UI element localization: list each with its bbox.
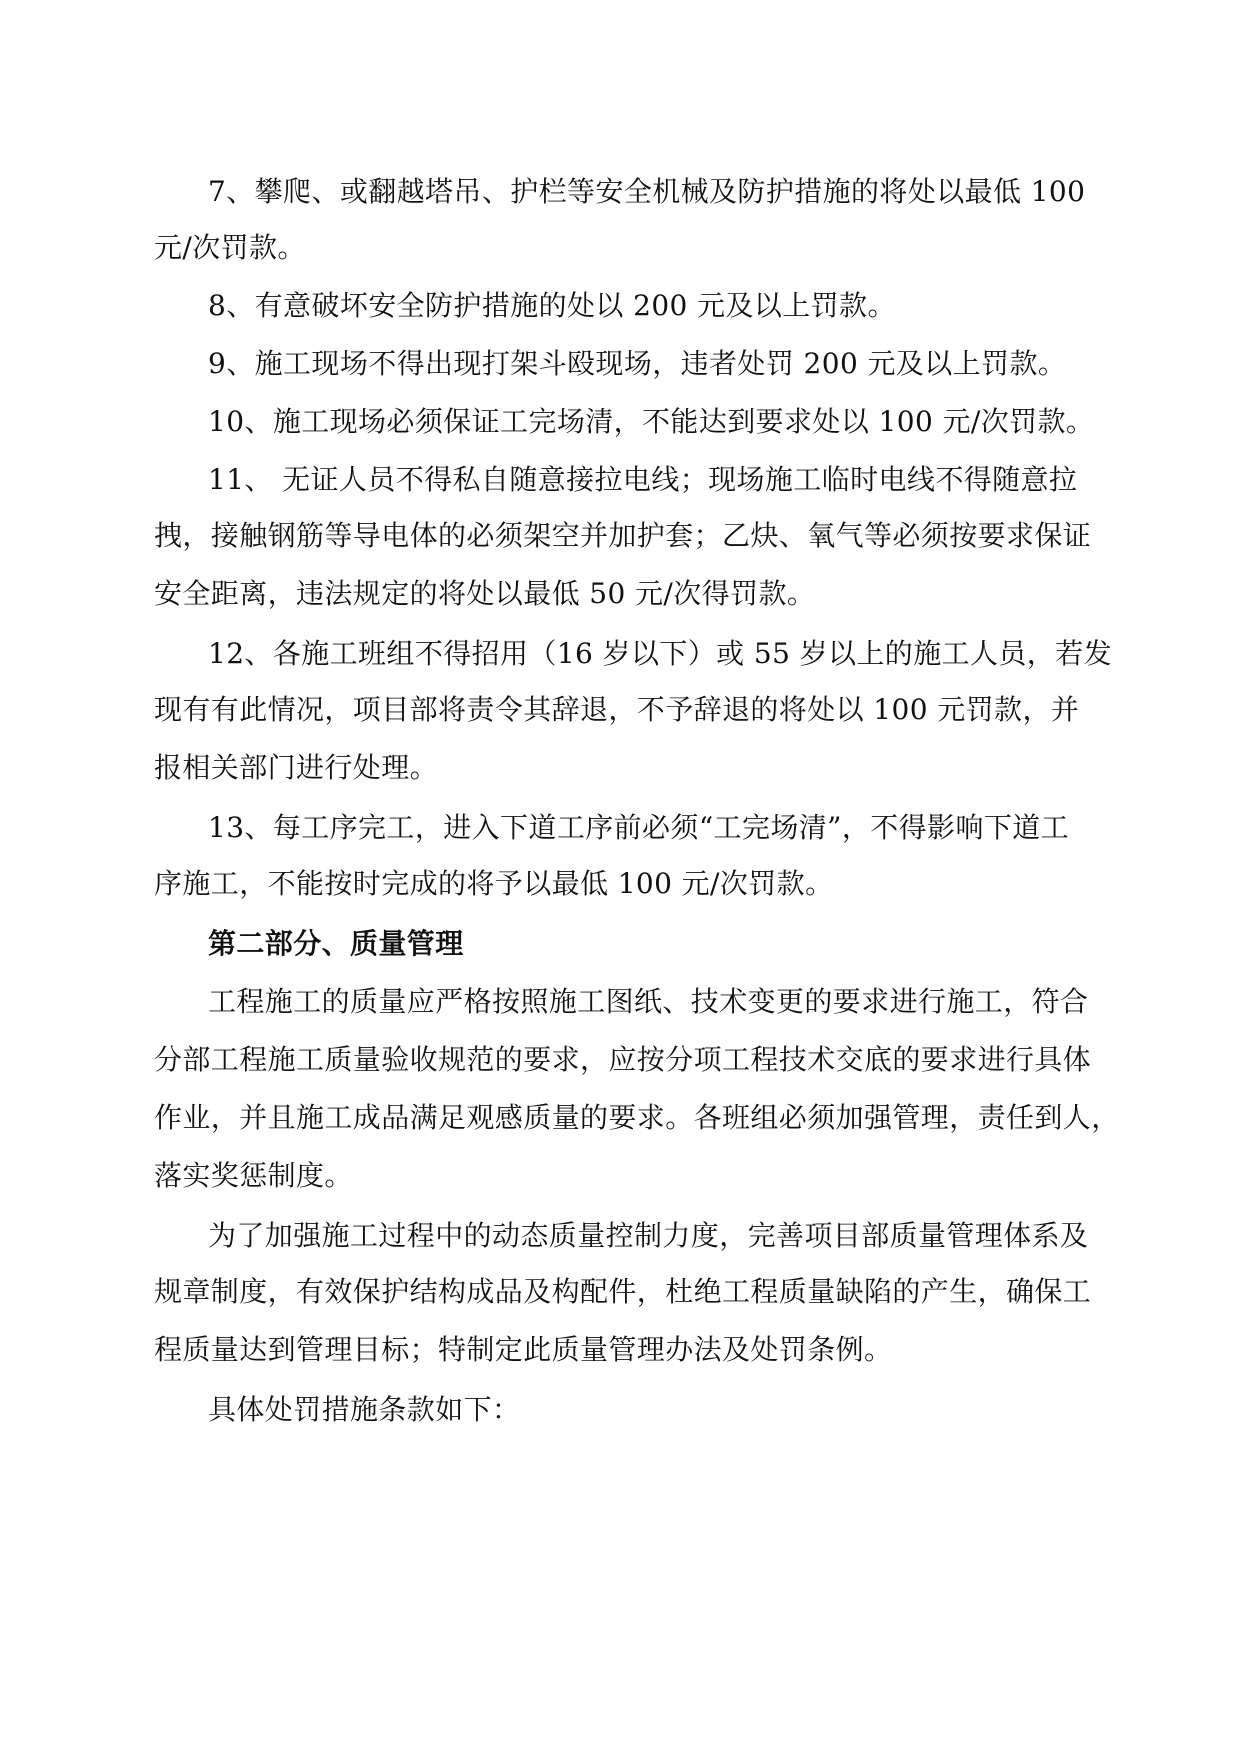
item-12-line-3: 报相关部门进行处理。 bbox=[154, 751, 439, 784]
item-11-line-1: 11、 无证人员不得私自随意接拉电线；现场施工临时电线不得随意拉 bbox=[208, 463, 1078, 496]
item-9-line-1: 9、施工现场不得出现打架斗殴现场，违者处罚 200 元及以上罚款。 bbox=[208, 347, 1067, 380]
item-13-line-2: 序施工，不能按时完成的将予以最低 100 元/次罚款。 bbox=[154, 867, 834, 900]
item-11-line-3: 安全距离，违法规定的将处以最低 50 元/次得罚款。 bbox=[154, 577, 816, 610]
quality-intro-line-4: 落实奖惩制度。 bbox=[154, 1159, 353, 1192]
item-7-line-1: 7、攀爬、或翻越塔吊、护栏等安全机械及防护措施的将处以最低 100 bbox=[208, 175, 1086, 208]
quality-intro-line-2: 分部工程施工质量验收规范的要求，应按分项工程技术交底的要求进行具体 bbox=[154, 1043, 1092, 1076]
quality-intro-line-1: 工程施工的质量应严格按照施工图纸、技术变更的要求进行施工，符合 bbox=[208, 985, 1089, 1018]
penalty-intro-line-1: 具体处罚措施条款如下： bbox=[208, 1393, 521, 1426]
item-12-line-1: 12、各施工班组不得招用（16 岁以下）或 55 岁以上的施工人员，若发 bbox=[208, 637, 1112, 670]
quality-intro-line-3: 作业，并且施工成品满足观感质量的要求。各班组必须加强管理，责任到人， bbox=[154, 1101, 1120, 1134]
quality-purpose-line-2: 规章制度，有效保护结构成品及构配件，杜绝工程质量缺陷的产生，确保工 bbox=[154, 1275, 1092, 1308]
quality-purpose-line-3: 程质量达到管理目标；特制定此质量管理办法及处罚条例。 bbox=[154, 1333, 893, 1366]
item-10-line-1: 10、施工现场必须保证工完场清，不能达到要求处以 100 元/次罚款。 bbox=[208, 405, 1095, 438]
item-11-line-2: 拽，接触钢筋等导电体的必须架空并加护套；乙炔、氧气等必须按要求保证 bbox=[154, 519, 1092, 552]
item-12-line-2: 现有有此情况，项目部将责令其辞退，不予辞退的将处以 100 元罚款，并 bbox=[154, 693, 1080, 726]
item-13-line-1: 13、每工序完工，进入下道工序前必须“工完场清”，不得影响下道工 bbox=[208, 811, 1070, 844]
item-7-line-2: 元/次罚款。 bbox=[154, 231, 306, 264]
item-8-line-1: 8、有意破坏安全防护措施的处以 200 元及以上罚款。 bbox=[208, 289, 896, 322]
quality-purpose-line-1: 为了加强施工过程中的动态质量控制力度，完善项目部质量管理体系及 bbox=[208, 1219, 1089, 1252]
section-heading: 第二部分、质量管理 bbox=[208, 927, 464, 960]
